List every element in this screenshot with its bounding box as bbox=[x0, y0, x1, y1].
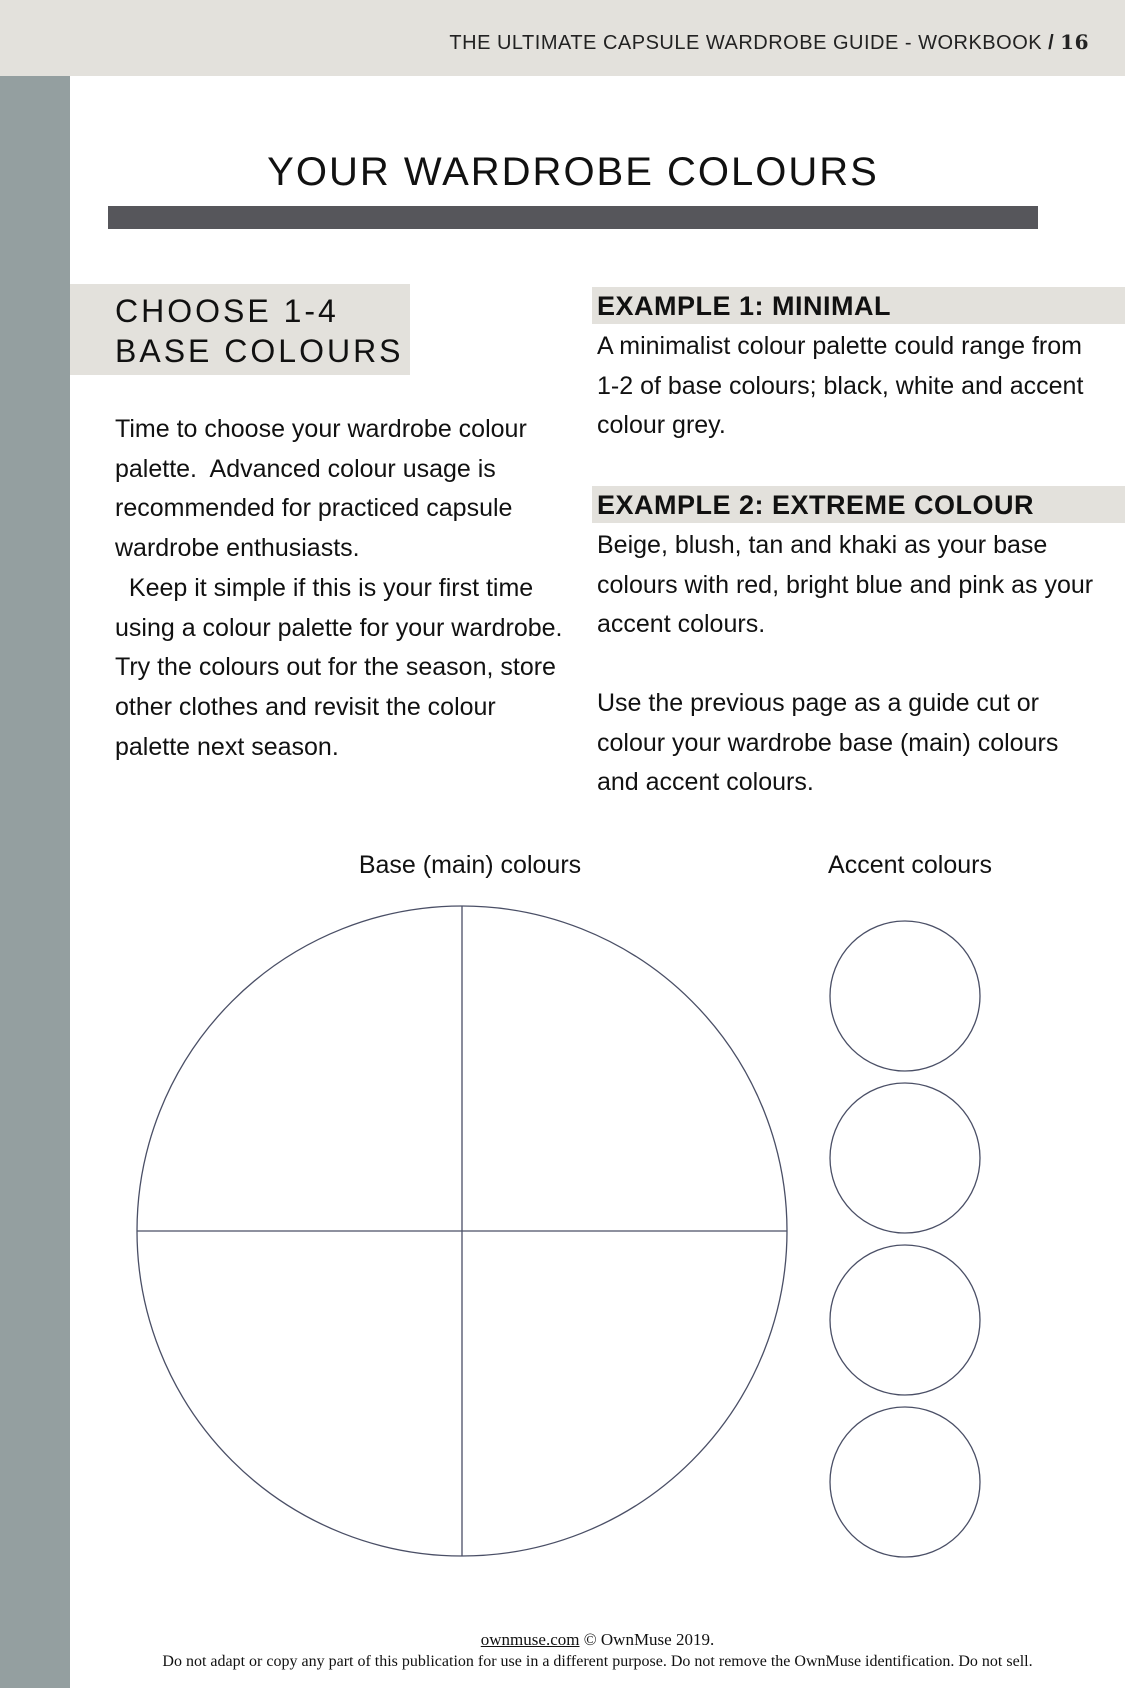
running-header-title: THE ULTIMATE CAPSULE WARDROBE GUIDE - WORKBOOK bbox=[449, 32, 1043, 54]
header-separator: / bbox=[1048, 32, 1055, 54]
footer-copyright: © OwnMuse 2019. bbox=[583, 1630, 715, 1649]
accent-colours-label: Accent colours bbox=[828, 851, 992, 879]
footer-credit bbox=[70, 1630, 1125, 1650]
accent-circle-2[interactable] bbox=[830, 1083, 980, 1233]
page-number: 16 bbox=[1060, 30, 1089, 54]
example-2-heading: EXAMPLE 2: EXTREME COLOUR bbox=[597, 490, 1035, 520]
footer-link[interactable]: ownmuse.com bbox=[480, 1630, 580, 1649]
accent-circle-4[interactable] bbox=[830, 1407, 980, 1557]
example-1-heading: EXAMPLE 1: MINIMAL bbox=[597, 291, 892, 321]
example-1-text: A minimalist colour palette could range from 1-2 of base colours; black, white and accent colour grey. bbox=[597, 332, 1084, 439]
accent-circle-3[interactable] bbox=[830, 1245, 980, 1395]
accent-circle-1[interactable] bbox=[830, 921, 980, 1071]
page-title: YOUR WARDROBE COLOURS bbox=[267, 150, 879, 194]
intro-paragraph: Time to choose your wardrobe colour palette. Advanced colour usage is recommended for practiced capsule wardrobe enthusiasts. Keep it simple if this is your first time using a colour palette for your wardrobe. Try the colours out for the season, store other clothes and revisit the colour palette next season. bbox=[115, 415, 563, 761]
base-colours-label: Base (main) colours bbox=[358, 851, 582, 879]
guide-text: Use the previous page as a guide cut or colour your wardrobe base (main) colours and accent colours. bbox=[597, 689, 1059, 796]
choose-base-colours-heading: CHOOSE 1-4 BASE COLOURS bbox=[115, 293, 404, 369]
footer-notice: Do not adapt or copy any part of this publication for use in a different purpose. Do not remove the OwnMuse identification. Do not sell. bbox=[162, 1653, 1033, 1670]
example-2-text: Beige, blush, tan and khaki as your base colours with red, bright blue and pink as your accent colours. bbox=[597, 531, 1094, 638]
